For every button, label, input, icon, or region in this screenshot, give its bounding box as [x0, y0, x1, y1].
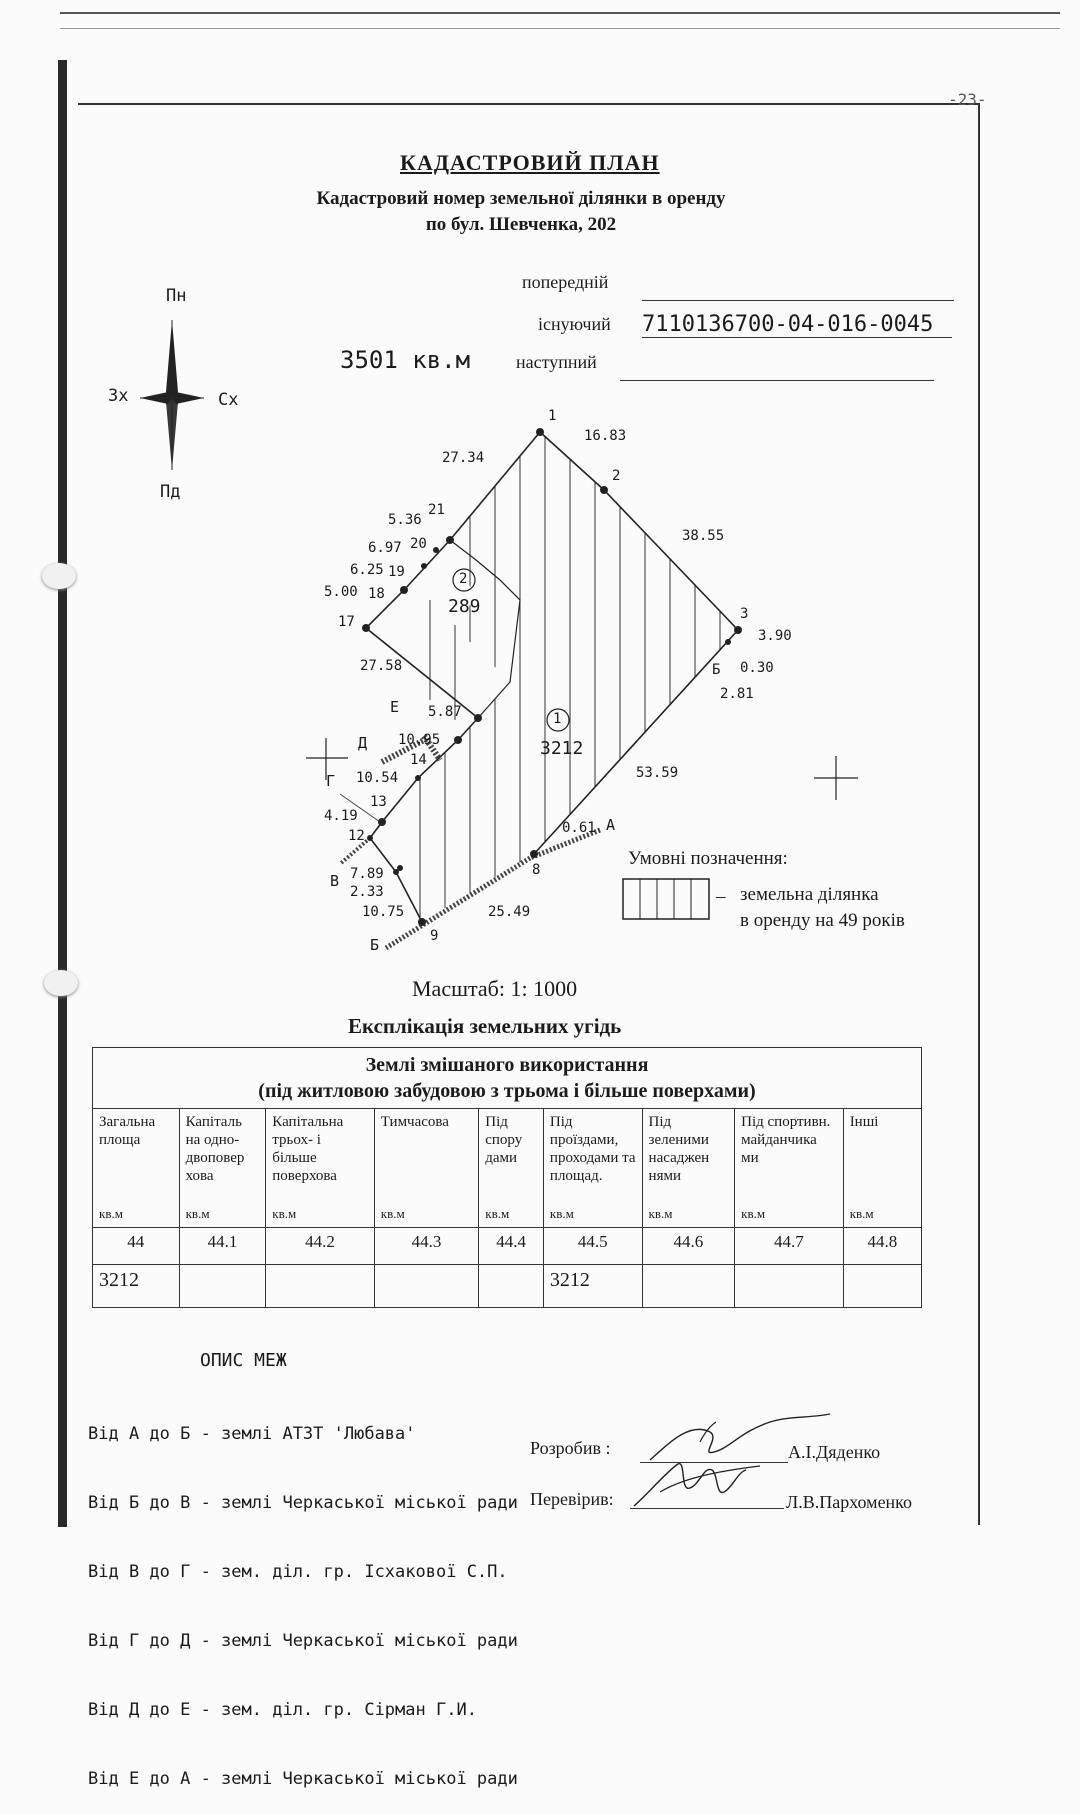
column-unit: кв.м	[185, 1206, 210, 1221]
parcel-1-id: 1	[553, 711, 562, 727]
column-value	[266, 1265, 374, 1308]
checked-by-name: Л.В.Пархоменко	[786, 1492, 913, 1512]
point-label: В	[330, 872, 340, 890]
parcel-2-id: 2	[459, 571, 468, 587]
column-unit: кв.м	[380, 1206, 405, 1221]
point-label: А	[606, 816, 616, 834]
point-label: 21	[428, 502, 445, 518]
legend-item-line-2: в оренду на 49 років	[740, 910, 905, 931]
parcel-1-area: 3212	[540, 738, 584, 759]
column-header	[179, 1109, 266, 1228]
page-number: -23-	[948, 90, 987, 109]
column-value	[479, 1265, 544, 1308]
segment-length: 4.19	[324, 808, 358, 824]
column-label: Загальна площа	[99, 1114, 156, 1148]
boundary-line: Від В до Г - зем. діл. гр. Ісхакової С.П.	[88, 1562, 508, 1582]
column-unit: кв.м	[99, 1206, 123, 1221]
column-header	[543, 1109, 642, 1228]
column-label: Тимчасова	[380, 1114, 449, 1130]
column-code: 44.7	[735, 1228, 844, 1265]
segment-length: 5.87	[428, 704, 462, 720]
column-code: 44.6	[642, 1228, 735, 1265]
segment-length: 7.89	[350, 866, 384, 882]
point-label: 13	[370, 794, 387, 810]
point-label: 14	[410, 752, 427, 768]
developed-by-name: А.І.Дяденко	[788, 1442, 881, 1462]
legend-item-line-1: земельна ділянка	[740, 884, 879, 905]
point-label: 20	[410, 536, 427, 552]
column-value: 3212	[93, 1265, 180, 1308]
column-code: 44.3	[374, 1228, 479, 1265]
table-title-line-2: (під житловою забудовою з трьома і більше поверхами)	[258, 1080, 756, 1102]
column-value	[179, 1265, 266, 1308]
boundary-line: Від Г до Д - землі Черкаської міської ради	[88, 1631, 518, 1651]
segment-length: 5.36	[388, 512, 422, 528]
curr-number-value: 7110136700-04-016-0045	[642, 312, 952, 338]
developed-by-label: Розробив :	[530, 1438, 611, 1458]
table-title	[93, 1048, 922, 1109]
checked-signature	[620, 1452, 780, 1516]
boundary-line: Від Е до А - землі Черкаської міської ради	[88, 1769, 518, 1789]
segment-length: 16.83	[584, 428, 627, 444]
explication-table	[92, 1047, 922, 1308]
boundary-line: Від Б до В - землі Черкаської міської ради	[88, 1493, 518, 1513]
column-label: Під проїздами, проходами та площад.	[549, 1114, 636, 1184]
column-code: 44.5	[543, 1228, 642, 1265]
point-label: 2	[612, 468, 621, 484]
column-value	[374, 1265, 479, 1308]
boundary-line: Від А до Б - землі АТЗТ 'Любава'	[88, 1424, 416, 1444]
column-label: Під зеленими насаджен нями	[648, 1114, 710, 1184]
boundaries-title: ОПИС МЕЖ	[200, 1350, 287, 1371]
column-value	[642, 1265, 735, 1308]
column-label: Капітальна трьох- і більше поверхова	[272, 1114, 344, 1184]
column-code: 44.4	[479, 1228, 544, 1265]
point-label: Г	[326, 772, 336, 790]
point-label: 12	[348, 828, 365, 844]
boundary-line: Від Д до Е - зем. діл. гр. Сірман Г.И.	[88, 1700, 477, 1720]
column-header	[374, 1109, 479, 1228]
column-unit: кв.м	[741, 1206, 766, 1221]
point-label: 19	[388, 564, 405, 580]
document-title: КАДАСТРОВИЙ ПЛАН	[400, 150, 660, 175]
column-unit: кв.м	[485, 1206, 510, 1221]
point-label: 18	[368, 586, 385, 602]
point-label: 3	[740, 606, 749, 622]
segment-length: 38.55	[682, 528, 725, 544]
column-label: Під спору дами	[485, 1114, 523, 1166]
column-header	[843, 1109, 921, 1228]
curr-number-label: існуючий	[538, 314, 611, 334]
column-header	[266, 1109, 374, 1228]
segment-length: 2.81	[720, 686, 754, 702]
column-code: 44.2	[266, 1228, 374, 1265]
segment-length: 27.58	[360, 658, 403, 674]
column-label: Під спортивн. майданчика ми	[741, 1114, 831, 1166]
segment-length: 53.59	[636, 765, 679, 781]
column-unit: кв.м	[849, 1206, 874, 1221]
segment-length: 27.34	[442, 450, 485, 466]
checked-by-label: Перевірив:	[530, 1489, 614, 1509]
segment-length: 6.97	[368, 540, 402, 556]
segment-length: 3.90	[758, 628, 792, 644]
point-label: Б	[370, 936, 380, 954]
compass-north-label: Пн	[166, 286, 187, 306]
column-value	[735, 1265, 844, 1308]
boundaries-list	[88, 1377, 518, 1814]
legend-title: Умовні позначення:	[628, 848, 788, 869]
point-label: Е	[390, 698, 400, 716]
scale-label: Масштаб: 1: 1000	[412, 976, 578, 1001]
explication-title: Експлікація земельних угідь	[348, 1014, 622, 1038]
legend-hatch-swatch	[622, 878, 712, 922]
segment-length: 5.00	[324, 584, 358, 600]
column-unit: кв.м	[648, 1206, 673, 1221]
column-code: 44.1	[179, 1228, 266, 1265]
column-unit: кв.м	[272, 1206, 297, 1221]
subtitle-line-1: Кадастровий номер земельної ділянки в оренду	[316, 188, 726, 209]
point-label: 9	[430, 928, 439, 944]
total-area: 3501 кв.м	[340, 346, 471, 374]
compass-south-label: Пд	[160, 482, 181, 502]
segment-length: 25.49	[488, 904, 531, 920]
point-label: 1	[548, 408, 557, 424]
segment-length: 10.54	[356, 770, 399, 786]
column-unit: кв.м	[549, 1206, 574, 1221]
parcel-2-area: 289	[448, 596, 481, 617]
segment-length: 0.30	[740, 660, 774, 676]
legend-dash: –	[716, 886, 726, 907]
point-label: Д	[358, 734, 368, 752]
segment-length: 10.75	[362, 904, 405, 920]
column-value: 3212	[543, 1265, 642, 1308]
column-code: 44	[93, 1228, 180, 1265]
column-header	[93, 1109, 180, 1228]
column-value	[843, 1265, 921, 1308]
column-label: Капіталь на одно-двоповер хова	[185, 1114, 245, 1184]
column-header	[479, 1109, 544, 1228]
subtitle-line-2: по бул. Шевченка, 202	[425, 214, 617, 235]
column-label: Інші	[849, 1114, 879, 1130]
next-number-label: наступний	[516, 352, 597, 372]
segment-length: 0.61	[562, 820, 596, 836]
prev-number-label: попередній	[522, 272, 609, 292]
segment-length: 6.25	[350, 562, 384, 578]
column-header	[642, 1109, 735, 1228]
column-code: 44.8	[843, 1228, 921, 1265]
column-header	[735, 1109, 844, 1228]
point-label: 8	[532, 862, 541, 878]
point-label: 17	[338, 614, 355, 630]
segment-length: 2.33	[350, 884, 384, 900]
segment-length: 10.95	[398, 732, 441, 748]
point-label: Б	[712, 662, 721, 678]
compass-east-label: Сх	[218, 390, 239, 410]
compass-west-label: Зх	[108, 386, 129, 406]
table-title-line-1: Землі змішаного використання	[365, 1054, 649, 1076]
